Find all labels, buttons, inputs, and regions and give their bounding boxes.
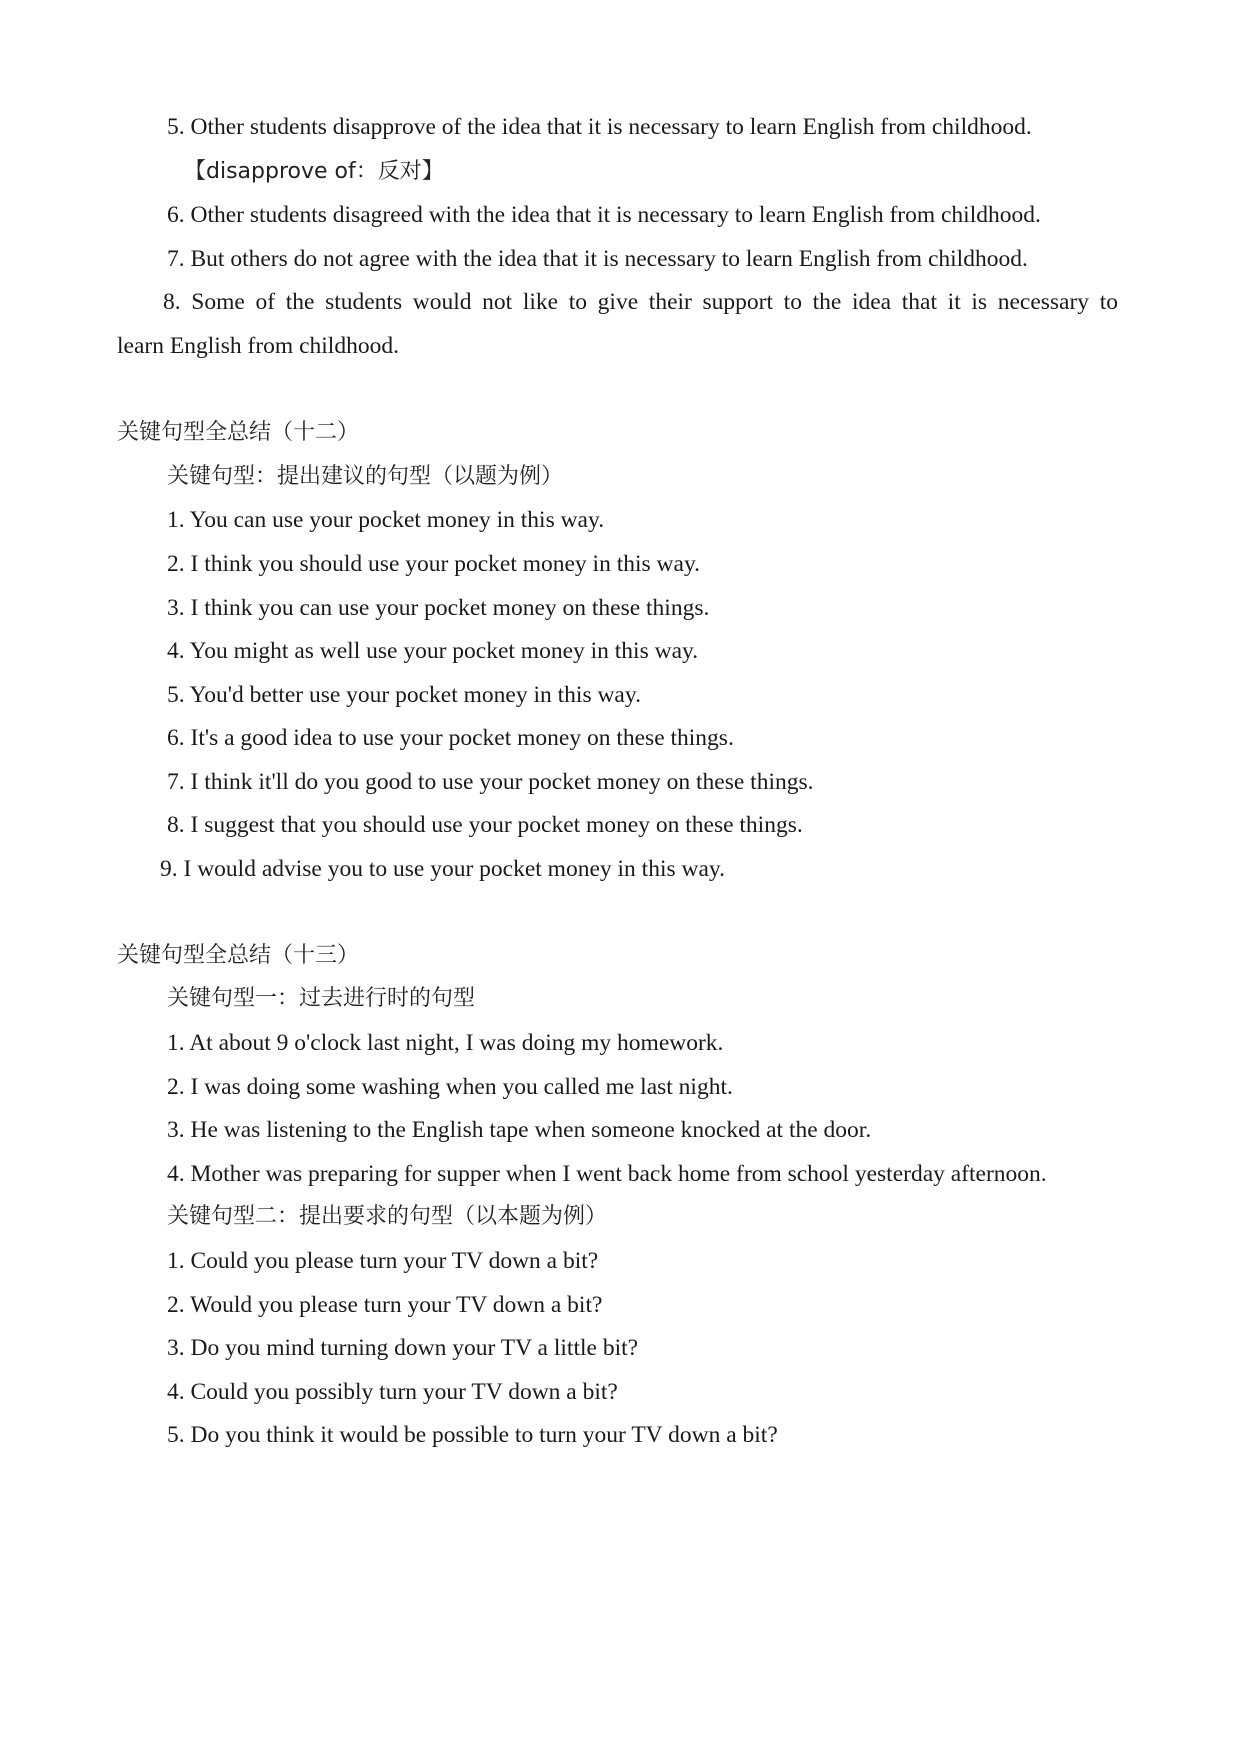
sentence-item: 7. But others do not agree with the idea that it is necessary to learn English from childhood. bbox=[167, 246, 1028, 272]
list-item: 4. Could you possibly turn your TV down a bit? bbox=[167, 1379, 618, 1405]
list-item: 8. I suggest that you should use your pocket money on these things. bbox=[167, 812, 803, 838]
list-item: 1. At about 9 o'clock last night, I was doing my homework. bbox=[167, 1030, 724, 1056]
list-item: 9. I would advise you to use your pocket money in this way. bbox=[160, 856, 725, 882]
sentence-item-continuation: learn English from childhood. bbox=[117, 333, 399, 359]
section-title: 关键句型全总结（十三） bbox=[117, 943, 360, 968]
section-subtitle: 关键句型一：过去进行时的句型 bbox=[167, 986, 476, 1011]
list-item: 4. You might as well use your pocket money in this way. bbox=[167, 638, 699, 664]
vocab-note: 【disapprove of：反对】 bbox=[184, 159, 444, 184]
sentence-item: 8. Some of the students would not like to give their support to the idea that it is necessary to bbox=[163, 289, 1118, 315]
section-subtitle: 关键句型二：提出要求的句型（以本题为例） bbox=[167, 1204, 608, 1229]
list-item: 4. Mother was preparing for supper when I went back home from school yesterday afternoon. bbox=[167, 1161, 1047, 1187]
list-item: 3. He was listening to the English tape when someone knocked at the door. bbox=[167, 1117, 872, 1143]
list-item: 1. Could you please turn your TV down a bit? bbox=[167, 1248, 599, 1274]
list-item: 2. Would you please turn your TV down a bit? bbox=[167, 1292, 603, 1318]
list-item: 5. You'd better use your pocket money in this way. bbox=[167, 682, 641, 708]
list-item: 3. I think you can use your pocket money on these things. bbox=[167, 595, 710, 621]
list-item: 6. It's a good idea to use your pocket money on these things. bbox=[167, 725, 734, 751]
sentence-item: 6. Other students disagreed with the idea that it is necessary to learn English from childhood. bbox=[167, 202, 1041, 228]
section-subtitle: 关键句型：提出建议的句型（以题为例） bbox=[167, 464, 564, 489]
list-item: 2. I think you should use your pocket money in this way. bbox=[167, 551, 701, 577]
section-title: 关键句型全总结（十二） bbox=[117, 420, 360, 445]
list-item: 5. Do you think it would be possible to turn your TV down a bit? bbox=[167, 1422, 778, 1448]
list-item: 2. I was doing some washing when you called me last night. bbox=[167, 1074, 733, 1100]
sentence-item: 5. Other students disapprove of the idea that it is necessary to learn English from childhood. bbox=[167, 114, 1032, 140]
list-item: 3. Do you mind turning down your TV a little bit? bbox=[167, 1335, 639, 1361]
list-item: 1. You can use your pocket money in this way. bbox=[167, 507, 605, 533]
list-item: 7. I think it'll do you good to use your pocket money on these things. bbox=[167, 769, 814, 795]
